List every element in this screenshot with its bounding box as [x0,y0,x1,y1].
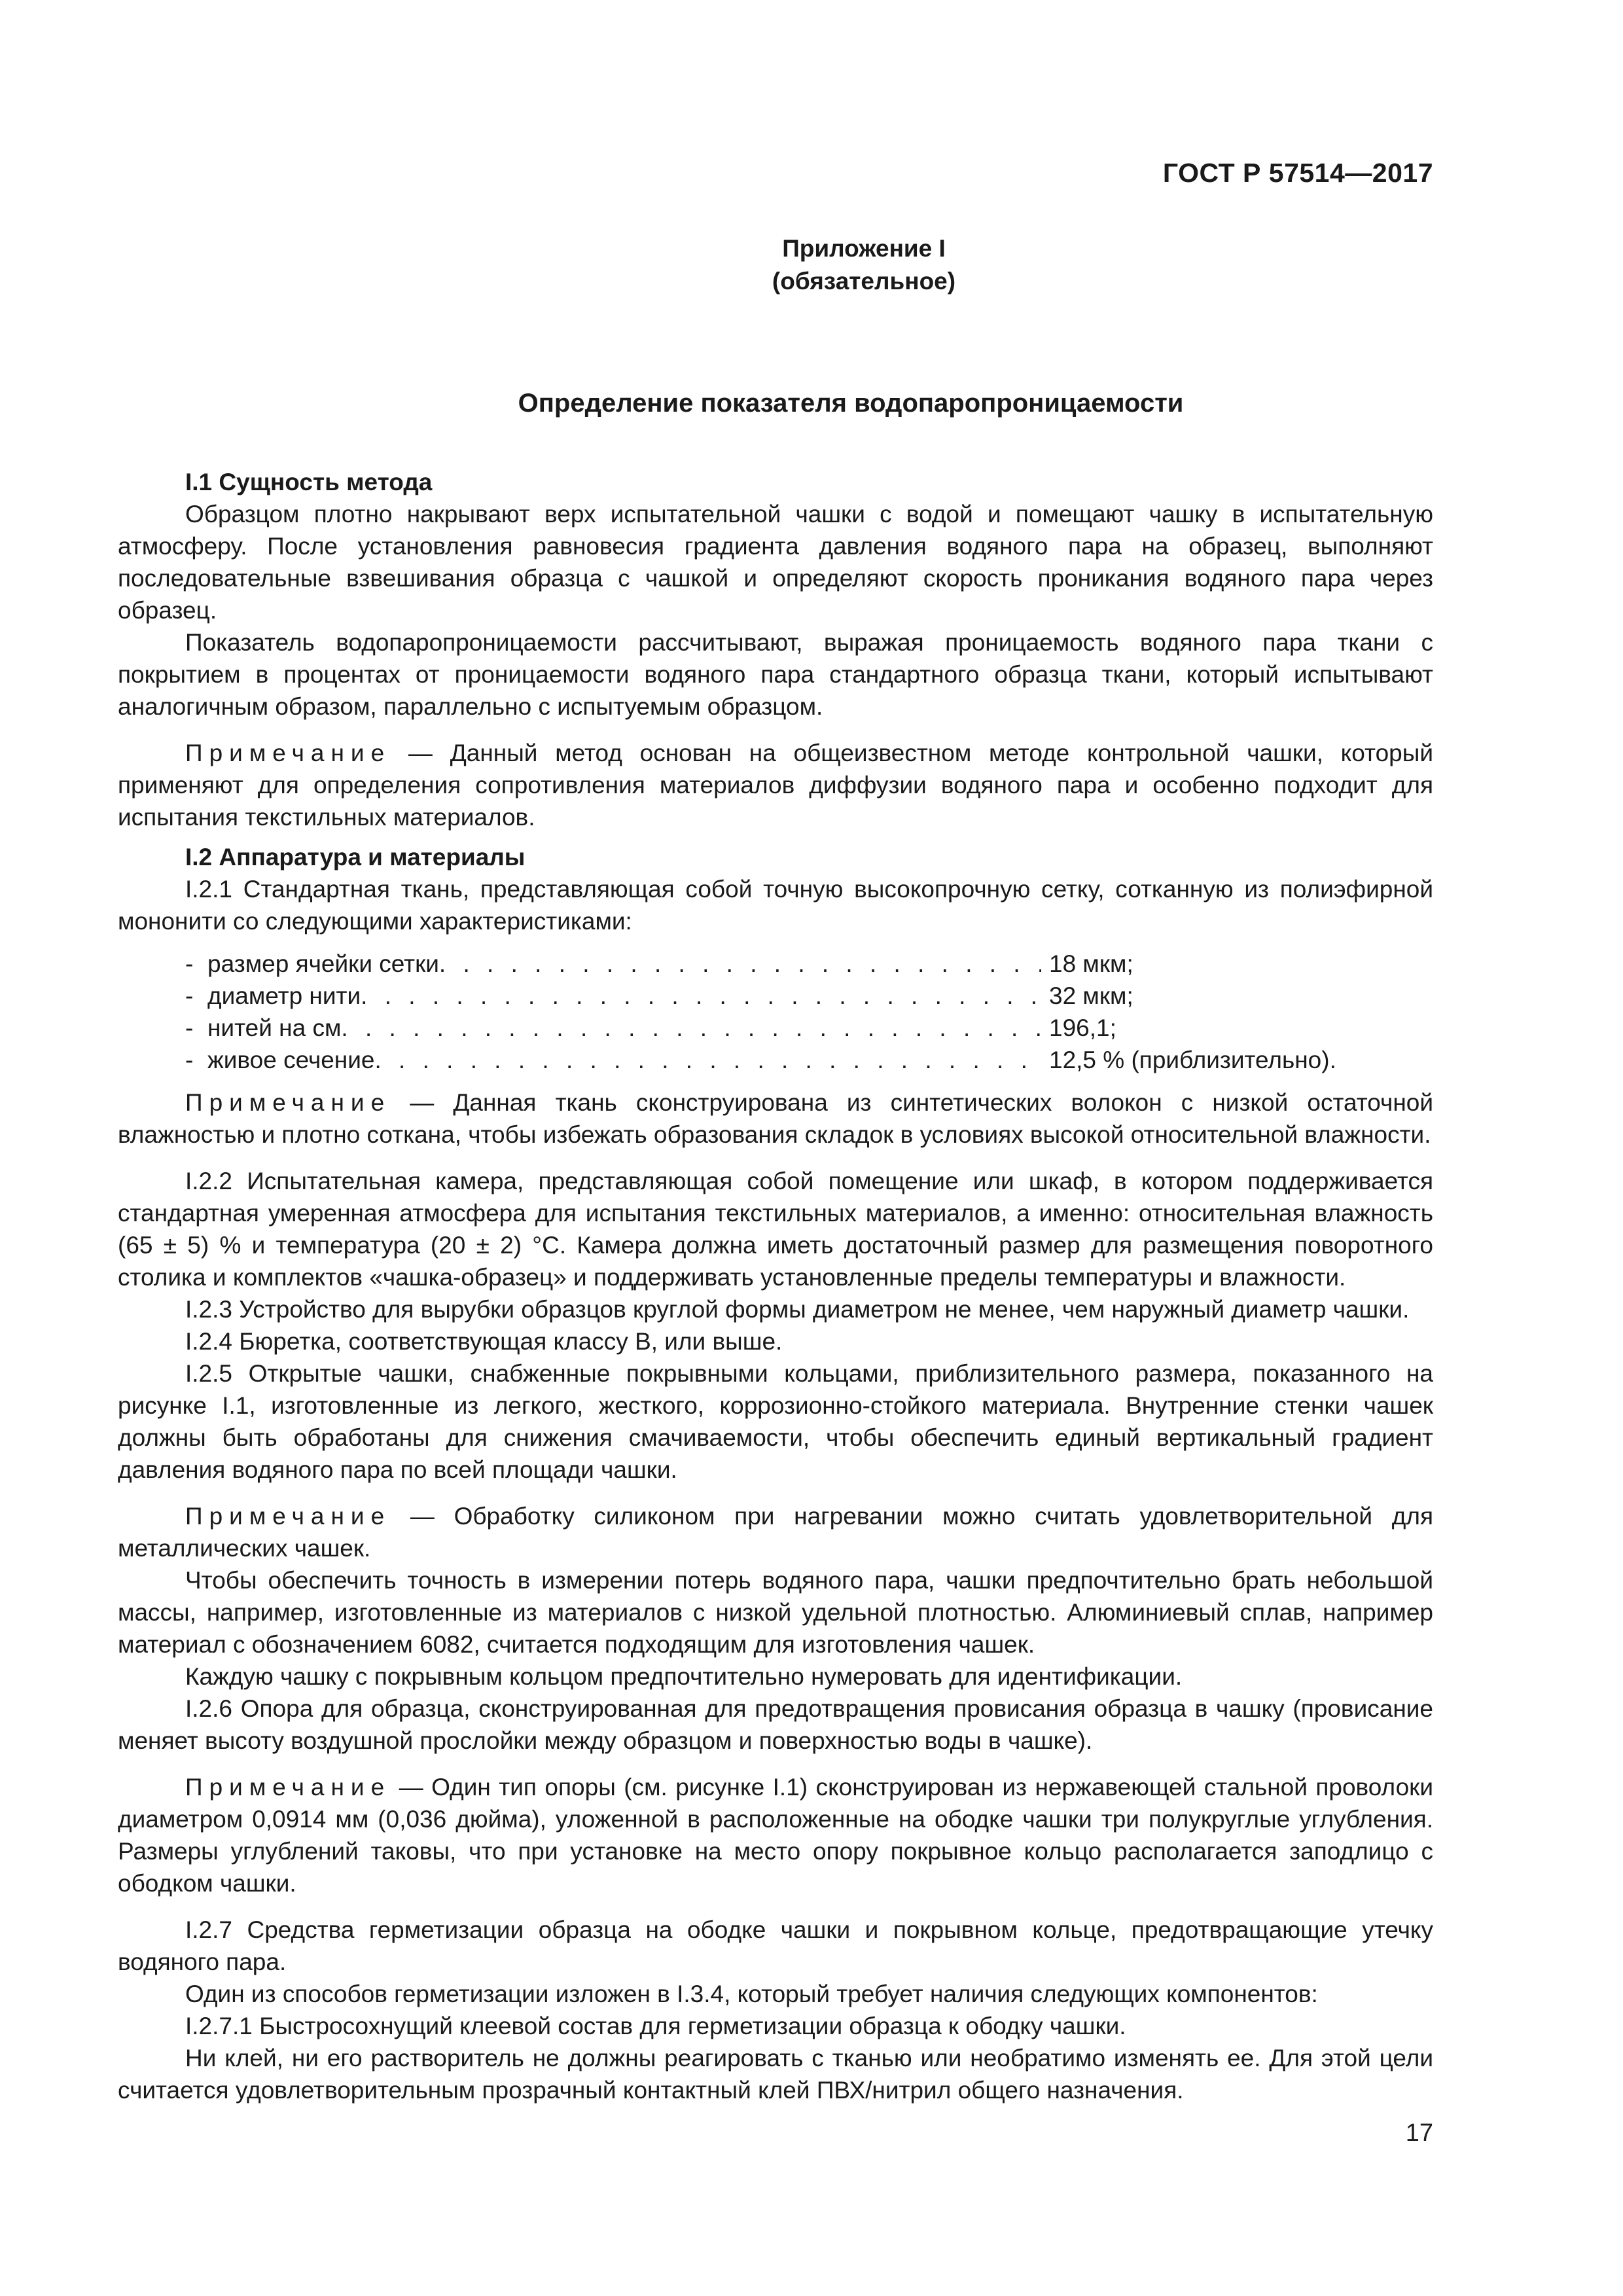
note [118,1086,1433,1151]
spec-name: живое сечение [207,1047,375,1073]
paragraph: I.2.4 Бюретка, соответствующая классу В, или выше. [185,1328,783,1355]
paragraph: Каждую чашку с покрывным кольцом предпочтительно нумеровать для идентификации. [185,1663,1183,1690]
paragraph: Образцом плотно накрывают верх испытательной чашки с водой и помещают чашку в испытательную атмосферу. После установления равновесия градиента давления водяного пара на образец, выполняют последовательные взвешивания образца с чашкой и определяют скорость проникания водяного пара через образец. [118,501,1433,624]
leader-dots [361,980,1041,1012]
note-label: Примечание [185,1089,391,1116]
spec-value: 12,5 % (приблизительно). [1049,1047,1336,1073]
note-text: — Один тип опоры (см. рисунке I.1) сконструирован из нержавеющей стальной проволоки диаметром 0,0914 мм (0,036 дюйма), уложенной в расположенные на ободке чашки три полукруглые углубления. Размеры углублений таковы, что при установке на место опору покрывное кольцо располагается заподлицо с ободком чашки. [118,1774,1433,1897]
note-label: Примечание [185,740,391,766]
leader-dots [439,948,1041,980]
paragraph: I.2.5 Открытые чашки, снабженные покрывными кольцами, приблизительного размера, показанного на рисунке I.1, изготовленные из легкого, жесткого, коррозионно-стойкого материала. Внутренние стенки чашек должны быть обработаны для снижения смачиваемости, чтобы обеспечить единый вертикальный градиент давления водяного пара по всей площади чашки. [118,1360,1433,1483]
title-text: Определение показателя водопаропроницаемости [518,389,1184,418]
page-number: 17 [1405,2119,1433,2147]
section-heading-2: I.2 Аппаратура и материалы [185,844,526,870]
paragraph: Чтобы обеспечить точность в измерении потерь водяного пара, чашки предпочтительно брать небольшой массы, например, изготовленные из материалов с низкой удельной плотностью. Алюминиевый сплав, например материал с обозначением 6082, считается подходящим для изготовления чашек. [118,1567,1433,1658]
paragraph: Один из способов герметизации изложен в I.3.4, который требует наличия следующих компонентов: [185,1981,1318,2007]
appendix-heading [0,232,1623,298]
note [118,737,1433,833]
specs-list [185,948,1433,1076]
note-text: — Обработку силиконом при нагревании можно считать удовлетворительной для металлических чашек. [118,1503,1433,1562]
section-heading-1: I.1 Сущность метода [185,469,433,495]
paragraph: I.2.2 Испытательная камера, представляющая собой помещение или шкаф, в котором поддерживается стандартная умеренная атмосфера для испытания текстильных материалов, а именно: относительная влажность (65 ± 5) % и температура (20 ± 2) °С. Камера должна иметь достаточный размер для размещения поворотного столика и комплектов «чашка-образец» и поддерживать установленные пределы температуры и влажности. [118,1168,1433,1291]
page-title [0,387,1623,420]
note [118,1771,1433,1899]
appendix-label: Приложение I [782,235,946,262]
list-item [185,1012,1357,1044]
spec-name: размер ячейки сетки [207,950,439,977]
note-label: Примечание [185,1503,391,1530]
list-item [185,980,1357,1012]
paragraph: I.2.3 Устройство для вырубки образцов круглой формы диаметром не менее, чем наружный диаметр чашки. [185,1296,1410,1323]
body-text [118,466,1433,2106]
appendix-status: (обязательное) [772,268,956,295]
list-dash: - [185,950,194,977]
spec-name: нитей на см [207,1014,342,1041]
note-text: — Данная ткань сконструирована из синтетических волокон с низкой остаточной влажностью и плотно соткана, чтобы избежать образования складок в условиях высокой относительной влажности. [118,1089,1433,1148]
spec-value: 32 мкм; [1049,982,1133,1009]
note [118,1500,1433,1564]
spec-value: 18 мкм; [1049,950,1133,977]
note-label: Примечание [185,1774,391,1801]
list-dash: - [185,1014,194,1041]
note-text: — Данный метод основан на общеизвестном методе контрольной чашки, который применяют для определения сопротивления материалов диффузии водяного пара и особенно подходит для испытания текстильных материалов. [118,740,1433,831]
document-id: ГОСТ Р 57514—2017 [1162,158,1433,188]
spec-value: 196,1; [1049,1014,1116,1041]
paragraph: I.2.7 Средства герметизации образца на ободке чашки и покрывном кольце, предотвращающие утечку водяного пара. [118,1916,1433,1975]
paragraph: I.2.1 Стандартная ткань, представляющая собой точную высокопрочную сетку, сотканную из полиэфирной мононити со следующими характеристиками: [118,876,1433,935]
list-item [185,948,1357,980]
spec-name: диаметр нити [207,982,361,1009]
paragraph: I.2.7.1 Быстросохнущий клеевой состав для герметизации образца к ободку чашки. [185,2013,1126,2039]
list-item [185,1044,1357,1076]
paragraph: Показатель водопаропроницаемости рассчитывают, выражая проницаемость водяного пара ткани с покрытием в процентах от проницаемости водяного пара стандартного образца ткани, который испытывают аналогичным образом, параллельно с испытуемым образцом. [118,629,1433,720]
leader-dots [341,1012,1041,1044]
list-dash: - [185,1047,194,1073]
list-dash: - [185,982,194,1009]
leader-dots [374,1044,1041,1076]
paragraph: Ни клей, ни его растворитель не должны реагировать с тканью или необратимо изменять ее. Для этой цели считается удовлетворительным прозрачный контактный клей ПВХ/нитрил общего назначения. [118,2045,1433,2104]
paragraph: I.2.6 Опора для образца, сконструированная для предотвращения провисания образца в чашку (провисание меняет высоту воздушной прослойки между образцом и поверхностью воды в чашке). [118,1695,1433,1754]
